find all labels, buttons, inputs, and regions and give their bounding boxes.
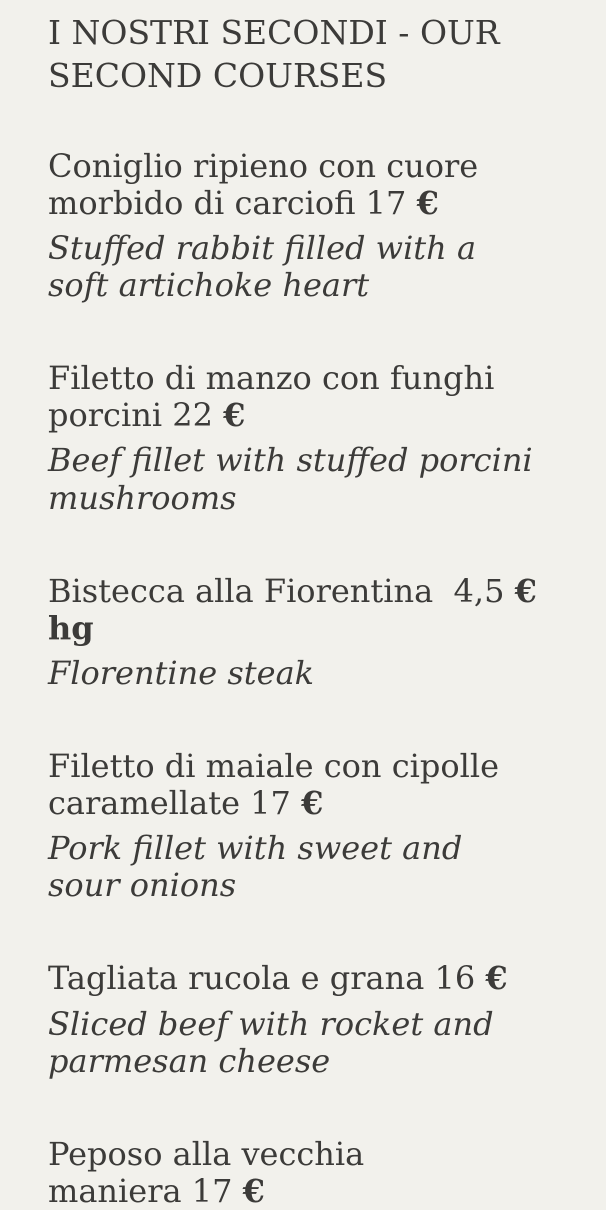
item-name-line: Peposo alla vecchia <box>48 1134 365 1173</box>
item-title <box>48 748 566 822</box>
item-description-line: mushrooms <box>48 478 237 517</box>
menu-item <box>48 960 566 1079</box>
currency-symbol: € <box>242 1171 265 1210</box>
item-name-line: Coniglio ripieno con cuore <box>48 146 479 185</box>
item-description-line: Beef fillet with stuffed porcini <box>48 441 533 480</box>
item-description-line: Florentine steak <box>48 653 315 692</box>
currency-symbol: € <box>514 571 537 610</box>
item-price: 22 <box>172 396 213 435</box>
item-name-line: porcini <box>48 396 163 435</box>
item-description <box>48 442 566 516</box>
item-description <box>48 830 566 904</box>
item-price: 17 <box>250 784 291 823</box>
item-name-line: Tagliata rucola e grana <box>48 959 425 998</box>
section-title-line: I NOSTRI SECONDI - OUR <box>48 13 500 52</box>
item-price: 17 <box>191 1171 233 1210</box>
item-description-line: Pork fillet with sweet and <box>48 829 463 868</box>
item-title <box>48 148 566 222</box>
item-name-line: Filetto di manzo con funghi <box>48 359 495 398</box>
item-description-line: Sliced beef with rocket and <box>48 1004 494 1043</box>
currency-symbol: € <box>223 396 246 435</box>
menu-item <box>48 360 566 516</box>
item-description-line: Stuffed rabbit filled with a <box>48 229 477 267</box>
item-unit: hg <box>48 608 94 647</box>
item-description <box>48 230 566 304</box>
item-name-line: maniera <box>48 1171 182 1210</box>
item-description-line: parmesan cheese <box>48 1041 331 1080</box>
item-name-line: caramellate <box>48 784 240 823</box>
item-description-line: sour onions <box>48 866 237 905</box>
section-title <box>48 12 566 98</box>
section-title-line: SECOND COURSES <box>48 55 388 95</box>
item-title <box>48 573 566 647</box>
item-title <box>48 1136 566 1210</box>
currency-symbol: € <box>485 959 508 998</box>
item-price: 16 <box>434 959 476 998</box>
item-name-line: morbido di carciofi <box>48 183 356 222</box>
item-description-line: soft artichoke heart <box>48 266 370 305</box>
menu-item <box>48 148 566 304</box>
currency-symbol: € <box>416 183 439 222</box>
item-title <box>48 960 566 997</box>
item-title <box>48 360 566 434</box>
item-name-line: Filetto di maiale con cipolle <box>48 746 500 785</box>
item-price: 4,5 <box>453 571 505 610</box>
menu-item <box>48 748 566 904</box>
item-name-line: Bistecca alla Fiorentina <box>48 571 434 610</box>
menu-item <box>48 1136 566 1210</box>
item-description <box>48 655 566 692</box>
item-description <box>48 1006 566 1080</box>
currency-symbol: € <box>301 784 324 823</box>
item-price: 17 <box>365 183 407 222</box>
menu-item <box>48 573 566 692</box>
